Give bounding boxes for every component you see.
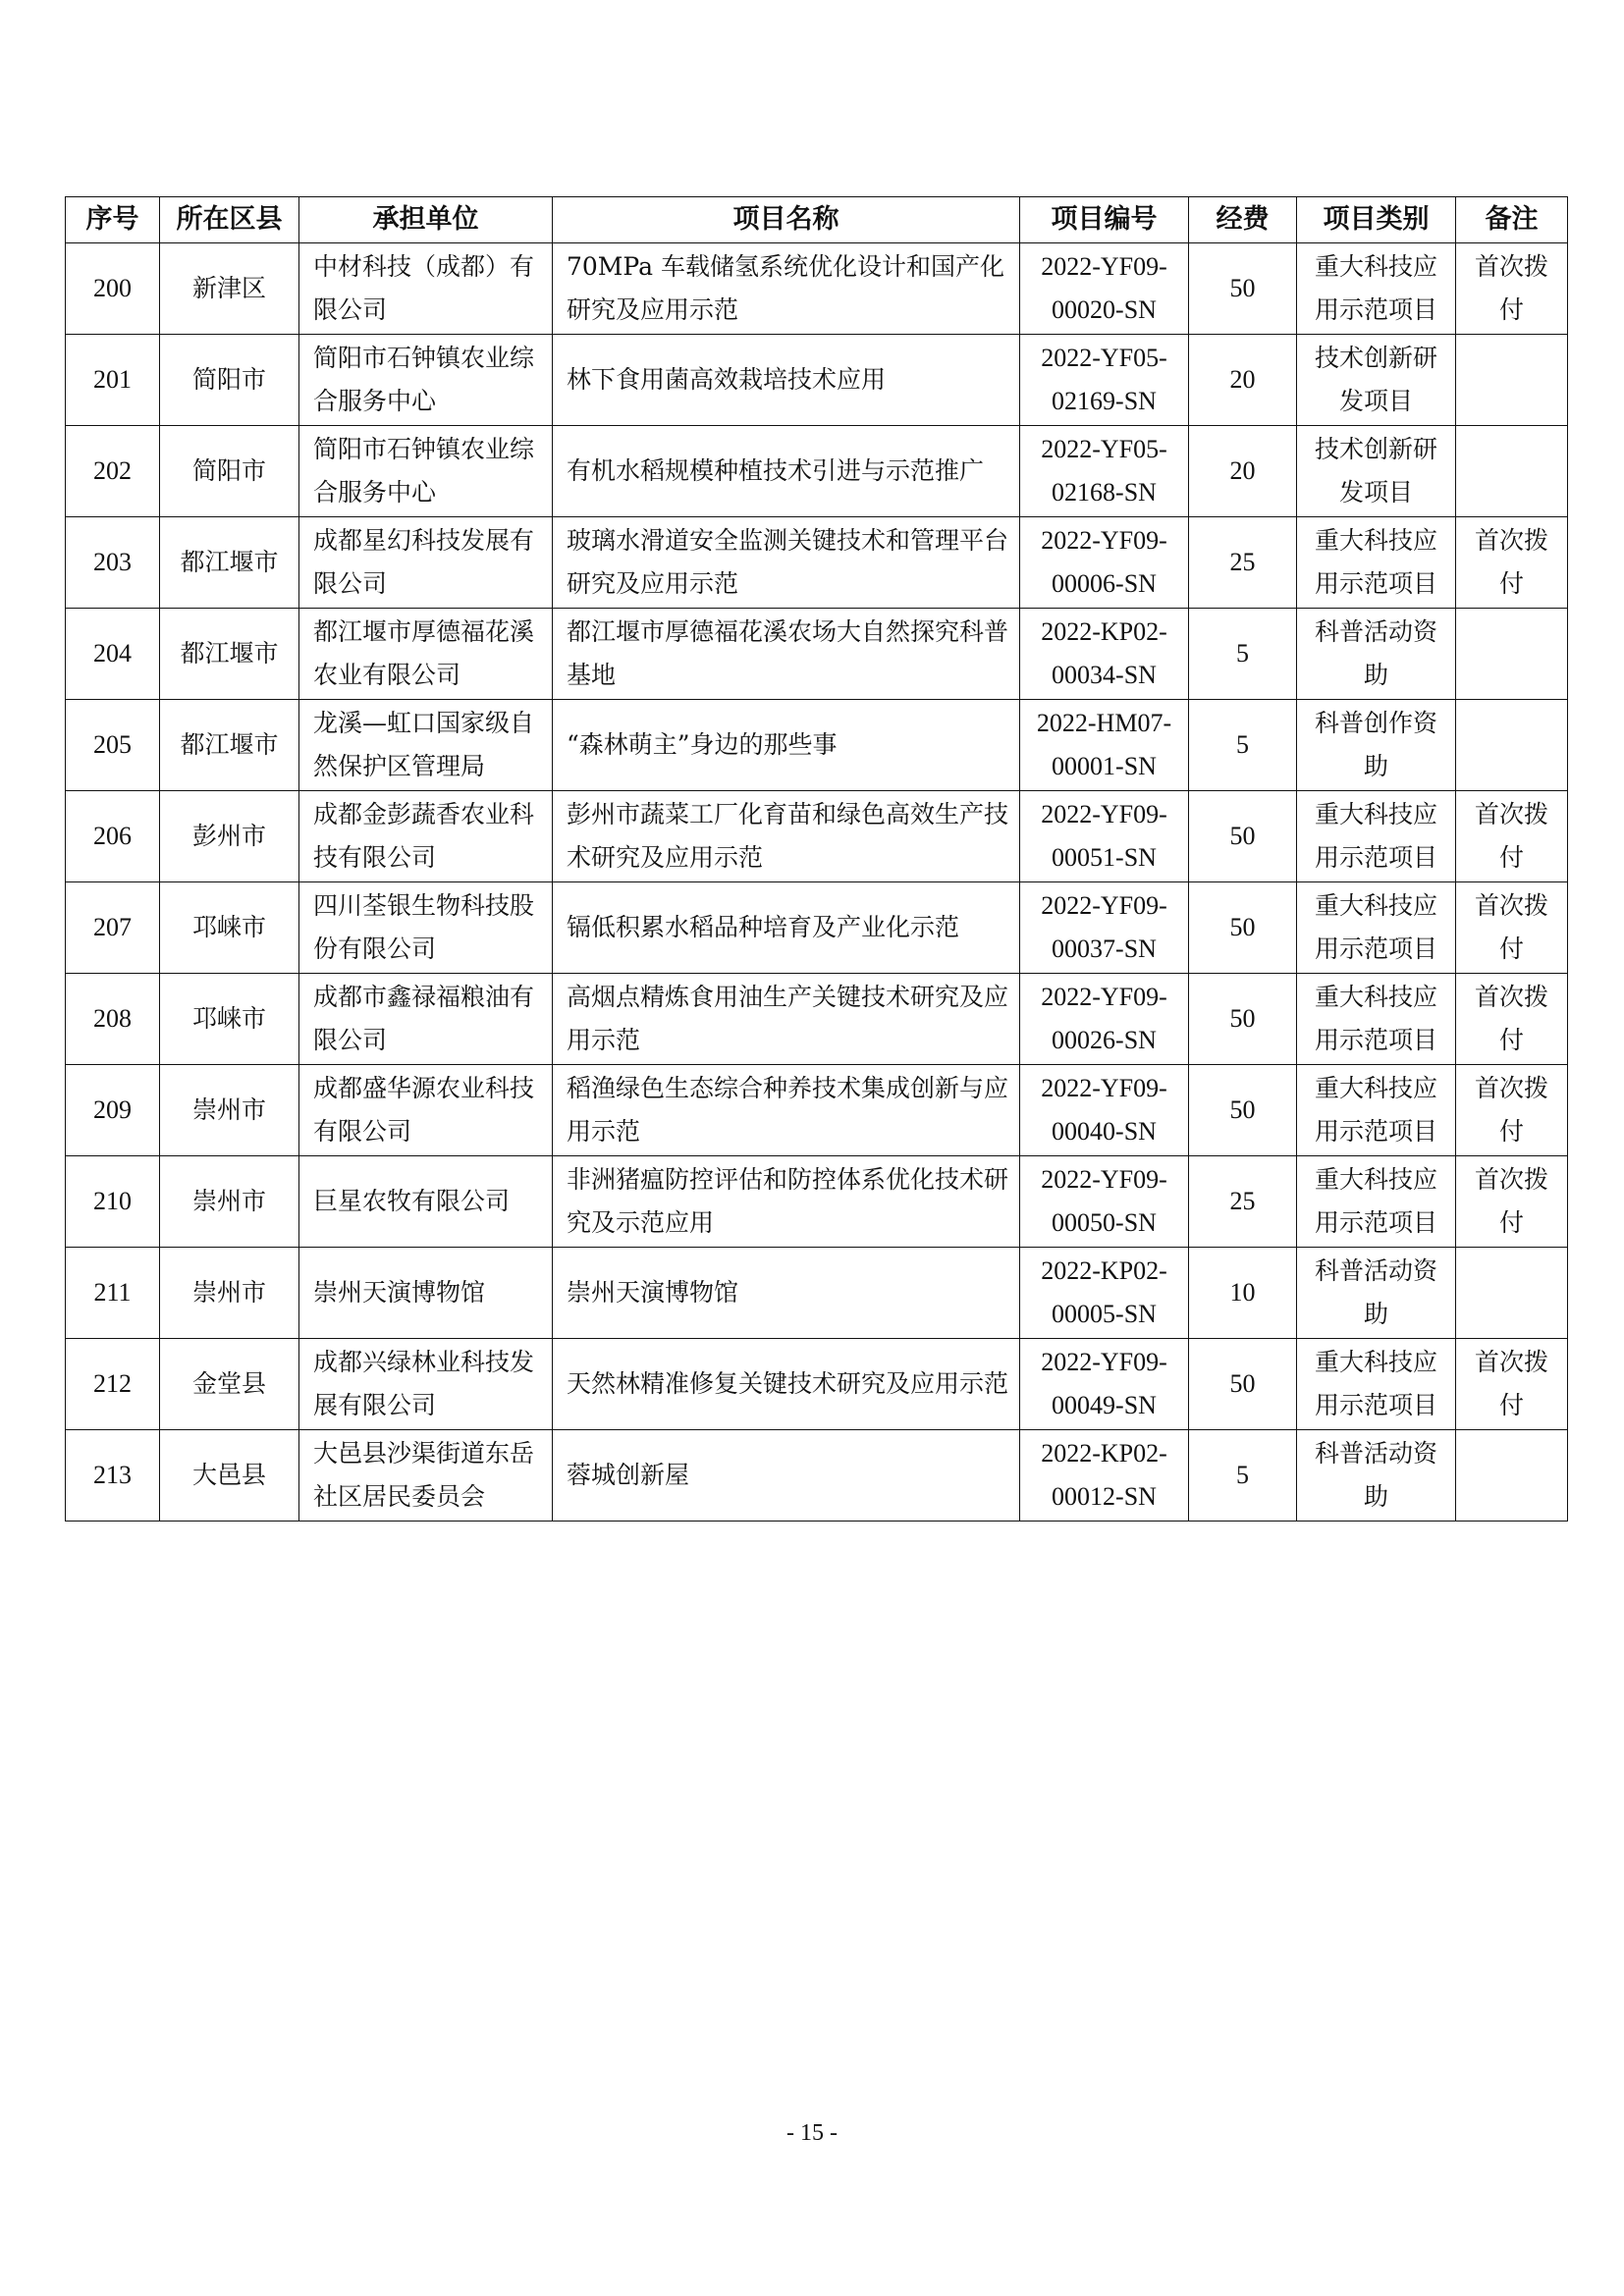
cell-unit: 成都兴绿林业科技发展有限公司 [299,1339,553,1430]
cell-project: 有机水稻规模种植技术引进与示范推广 [553,426,1020,517]
header-remark: 备注 [1456,197,1568,243]
cell-seq: 205 [66,700,160,791]
cell-funding: 50 [1189,974,1297,1065]
cell-funding: 50 [1189,243,1297,335]
cell-project: 非洲猪瘟防控评估和防控体系优化技术研究及示范应用 [553,1156,1020,1248]
cell-district: 崇州市 [160,1156,299,1248]
cell-seq: 210 [66,1156,160,1248]
cell-category: 科普创作资助 [1297,700,1456,791]
cell-remark: 首次拨付 [1456,791,1568,882]
cell-code: 2022-YF09-00006-SN [1020,517,1189,609]
cell-remark [1456,1430,1568,1522]
cell-category: 重大科技应用示范项目 [1297,882,1456,974]
cell-seq: 209 [66,1065,160,1156]
cell-code: 2022-YF05-02168-SN [1020,426,1189,517]
cell-funding: 50 [1189,1339,1297,1430]
cell-remark: 首次拨付 [1456,974,1568,1065]
cell-remark [1456,1248,1568,1339]
cell-seq: 212 [66,1339,160,1430]
cell-remark: 首次拨付 [1456,1156,1568,1248]
cell-seq: 201 [66,335,160,426]
cell-project: 蓉城创新屋 [553,1430,1020,1522]
cell-code: 2022-KP02-00034-SN [1020,609,1189,700]
cell-unit: 龙溪—虹口国家级自然保护区管理局 [299,700,553,791]
cell-category: 重大科技应用示范项目 [1297,1065,1456,1156]
cell-district: 彭州市 [160,791,299,882]
cell-remark: 首次拨付 [1456,1339,1568,1430]
cell-unit: 简阳市石钟镇农业综合服务中心 [299,426,553,517]
cell-remark: 首次拨付 [1456,243,1568,335]
cell-project: 玻璃水滑道安全监测关键技术和管理平台研究及应用示范 [553,517,1020,609]
header-funding: 经费 [1189,197,1297,243]
cell-unit: 成都市鑫禄福粮油有限公司 [299,974,553,1065]
cell-remark [1456,609,1568,700]
cell-code: 2022-YF09-00026-SN [1020,974,1189,1065]
cell-district: 邛崃市 [160,974,299,1065]
cell-code: 2022-YF09-00049-SN [1020,1339,1189,1430]
cell-funding: 50 [1189,1065,1297,1156]
header-seq: 序号 [66,197,160,243]
cell-district: 都江堰市 [160,517,299,609]
table-row [66,1156,1568,1248]
cell-category: 科普活动资助 [1297,609,1456,700]
table-row [66,1065,1568,1156]
cell-unit: 巨星农牧有限公司 [299,1156,553,1248]
cell-seq: 202 [66,426,160,517]
cell-funding: 20 [1189,335,1297,426]
cell-unit: 简阳市石钟镇农业综合服务中心 [299,335,553,426]
cell-category: 技术创新研发项目 [1297,426,1456,517]
cell-district: 简阳市 [160,426,299,517]
cell-district: 金堂县 [160,1339,299,1430]
cell-category: 重大科技应用示范项目 [1297,517,1456,609]
cell-category: 重大科技应用示范项目 [1297,1156,1456,1248]
header-unit: 承担单位 [299,197,553,243]
table-header-row [66,197,1568,243]
cell-remark [1456,335,1568,426]
cell-category: 技术创新研发项目 [1297,335,1456,426]
table-row [66,426,1568,517]
cell-seq: 204 [66,609,160,700]
header-project: 项目名称 [553,197,1020,243]
cell-district: 简阳市 [160,335,299,426]
cell-unit: 四川荃银生物科技股份有限公司 [299,882,553,974]
cell-funding: 25 [1189,517,1297,609]
cell-project: 镉低积累水稻品种培育及产业化示范 [553,882,1020,974]
cell-remark: 首次拨付 [1456,1065,1568,1156]
cell-funding: 50 [1189,882,1297,974]
cell-remark [1456,426,1568,517]
cell-code: 2022-YF09-00051-SN [1020,791,1189,882]
cell-code: 2022-YF09-00020-SN [1020,243,1189,335]
cell-funding: 5 [1189,700,1297,791]
table-row [66,700,1568,791]
cell-district: 都江堰市 [160,609,299,700]
cell-district: 崇州市 [160,1248,299,1339]
header-code: 项目编号 [1020,197,1189,243]
cell-remark: 首次拨付 [1456,882,1568,974]
cell-project: 林下食用菌高效栽培技术应用 [553,335,1020,426]
cell-code: 2022-HM07-00001-SN [1020,700,1189,791]
table-row [66,1430,1568,1522]
cell-unit: 成都星幻科技发展有限公司 [299,517,553,609]
cell-code: 2022-KP02-00005-SN [1020,1248,1189,1339]
cell-project: “森林萌主”身边的那些事 [553,700,1020,791]
cell-project: 稻渔绿色生态综合种养技术集成创新与应用示范 [553,1065,1020,1156]
table-body [66,243,1568,1522]
cell-code: 2022-YF09-00037-SN [1020,882,1189,974]
cell-unit: 崇州天演博物馆 [299,1248,553,1339]
table-row [66,974,1568,1065]
page-number: - 15 - [786,2120,838,2146]
cell-district: 新津区 [160,243,299,335]
project-funding-table [65,196,1568,1522]
cell-funding: 50 [1189,791,1297,882]
cell-funding: 25 [1189,1156,1297,1248]
cell-code: 2022-YF05-02169-SN [1020,335,1189,426]
cell-category: 重大科技应用示范项目 [1297,243,1456,335]
cell-funding: 5 [1189,609,1297,700]
cell-seq: 200 [66,243,160,335]
cell-unit: 都江堰市厚德福花溪农业有限公司 [299,609,553,700]
cell-seq: 211 [66,1248,160,1339]
cell-category: 科普活动资助 [1297,1248,1456,1339]
table-row [66,517,1568,609]
cell-funding: 10 [1189,1248,1297,1339]
cell-unit: 成都盛华源农业科技有限公司 [299,1065,553,1156]
table-row [66,1339,1568,1430]
cell-code: 2022-YF09-00040-SN [1020,1065,1189,1156]
cell-unit: 大邑县沙渠街道东岳社区居民委员会 [299,1430,553,1522]
cell-category: 科普活动资助 [1297,1430,1456,1522]
cell-district: 大邑县 [160,1430,299,1522]
cell-project: 高烟点精炼食用油生产关键技术研究及应用示范 [553,974,1020,1065]
cell-category: 重大科技应用示范项目 [1297,791,1456,882]
cell-project: 天然林精准修复关键技术研究及应用示范 [553,1339,1020,1430]
table-row [66,882,1568,974]
cell-project: 都江堰市厚德福花溪农场大自然探究科普基地 [553,609,1020,700]
table-row [66,1248,1568,1339]
header-category: 项目类别 [1297,197,1456,243]
cell-category: 重大科技应用示范项目 [1297,974,1456,1065]
table-row [66,243,1568,335]
cell-funding: 20 [1189,426,1297,517]
cell-code: 2022-YF09-00050-SN [1020,1156,1189,1248]
table-row [66,609,1568,700]
cell-unit: 成都金彭蔬香农业科技有限公司 [299,791,553,882]
cell-seq: 203 [66,517,160,609]
cell-remark: 首次拨付 [1456,517,1568,609]
cell-code: 2022-KP02-00012-SN [1020,1430,1189,1522]
cell-project: 崇州天演博物馆 [553,1248,1020,1339]
cell-district: 崇州市 [160,1065,299,1156]
header-district: 所在区县 [160,197,299,243]
cell-unit: 中材科技（成都）有限公司 [299,243,553,335]
cell-project: 70MPa 车载储氢系统优化设计和国产化研究及应用示范 [553,243,1020,335]
cell-project: 彭州市蔬菜工厂化育苗和绿色高效生产技术研究及应用示范 [553,791,1020,882]
table-row [66,791,1568,882]
cell-seq: 207 [66,882,160,974]
table-row [66,335,1568,426]
cell-remark [1456,700,1568,791]
cell-seq: 206 [66,791,160,882]
cell-seq: 208 [66,974,160,1065]
cell-district: 都江堰市 [160,700,299,791]
cell-district: 邛崃市 [160,882,299,974]
cell-funding: 5 [1189,1430,1297,1522]
cell-seq: 213 [66,1430,160,1522]
cell-category: 重大科技应用示范项目 [1297,1339,1456,1430]
